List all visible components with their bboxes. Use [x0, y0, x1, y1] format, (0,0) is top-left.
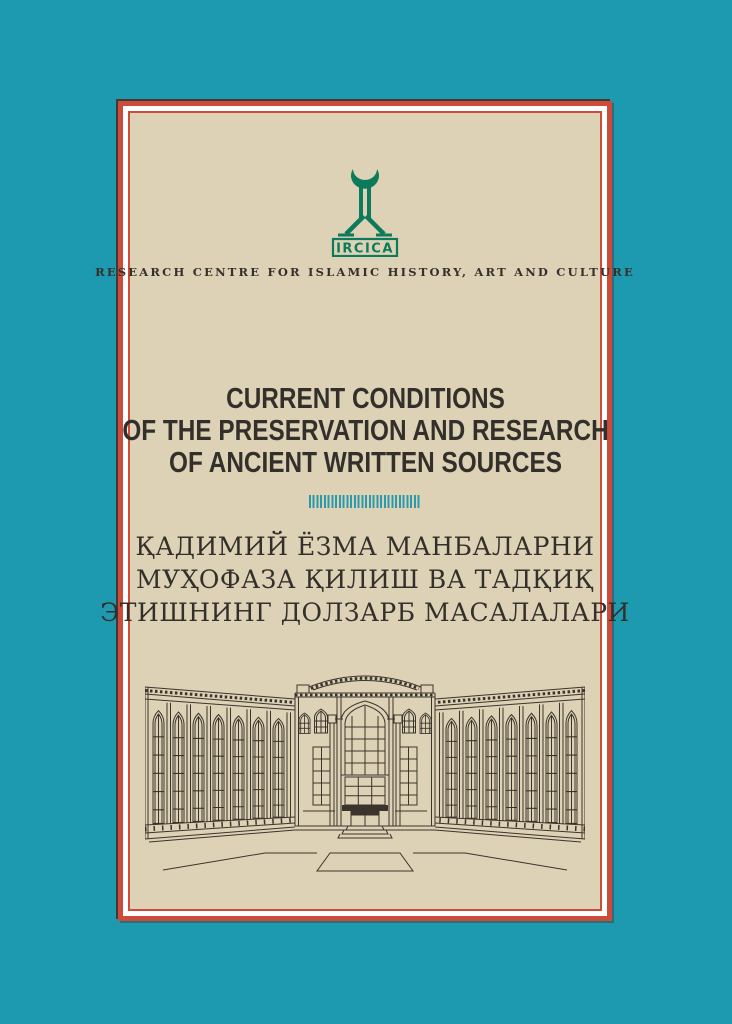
title-english [122, 383, 608, 479]
cover-panel [95, 111, 635, 911]
publisher-name: RESEARCH CENTRE FOR ISLAMIC HISTORY, ART AND CULTURE [95, 265, 635, 279]
ircica-emblem-icon [319, 163, 411, 257]
frame-white-band [95, 106, 635, 916]
title-uzbek-cyrillic [100, 530, 630, 629]
cover-frame [95, 101, 635, 921]
emblem-legs [346, 216, 384, 234]
grounds-and-paths [149, 830, 581, 871]
title-en-line-3: OF ANCIENT WRITTEN SOURCES [168, 447, 562, 479]
title-uz-line-2: МУҲОФАЗА ҚИЛИШ ВА ТАДҚИҚ [135, 565, 595, 594]
title-uz-line-3: ЭТИШНИНГ ДОЛЗАРБ МАСАЛАЛАРИ [100, 598, 630, 627]
title-en-line-2: OF THE PRESERVATION AND RESEARCH [121, 415, 609, 447]
logo-wordmark: IRCICA [336, 241, 394, 257]
title-uz-line-1: ҚАДИМИЙ ЁЗМА МАНБАЛАРНИ [135, 532, 595, 561]
bars-divider [309, 495, 421, 508]
door-lintel [351, 811, 379, 815]
building-illustration [145, 663, 585, 878]
entrance-awning [342, 805, 388, 811]
title-en-line-1: CURRENT CONDITIONS [225, 383, 505, 415]
